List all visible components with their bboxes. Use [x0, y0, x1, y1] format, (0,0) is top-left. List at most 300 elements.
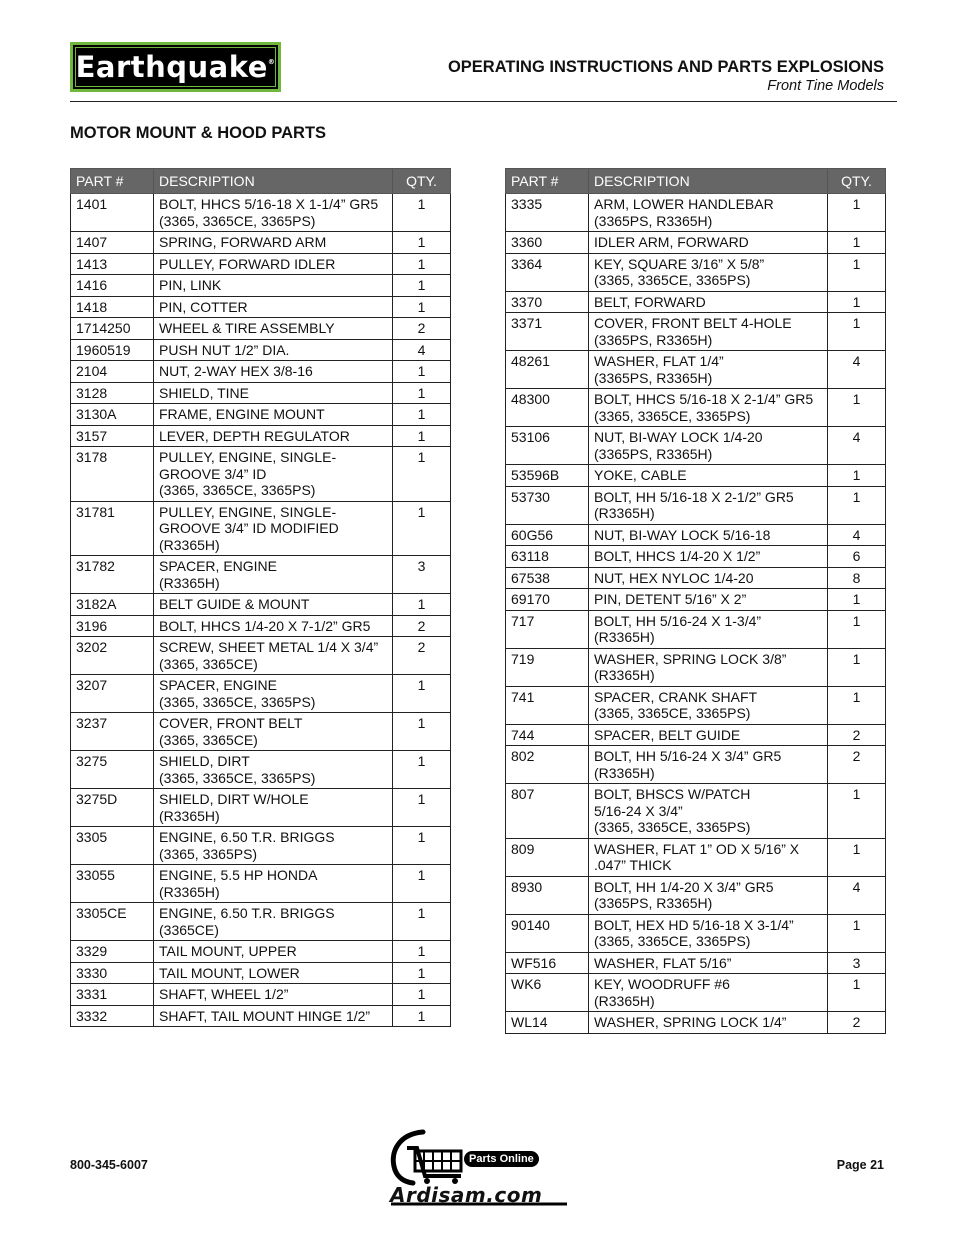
- description-line: WHEEL & TIRE ASSEMBLY: [159, 320, 335, 336]
- table-row: [71, 318, 451, 340]
- description-line: (3365PS, R3365H): [594, 445, 713, 462]
- description-line: TAIL MOUNT, LOWER: [159, 964, 300, 981]
- table-row: [506, 465, 886, 487]
- parts-online-badge: Parts Online: [464, 1151, 539, 1167]
- table-row: [506, 974, 886, 1012]
- part-number: 53730: [506, 486, 589, 524]
- description-line: COVER, FRONT BELT: [159, 715, 303, 731]
- table-row: [71, 637, 451, 675]
- table-row: [71, 1005, 451, 1027]
- part-qty: 1: [393, 232, 451, 254]
- part-number: 3196: [71, 615, 154, 637]
- part-qty: 3: [828, 952, 886, 974]
- part-description: [589, 567, 828, 589]
- description-line: BELT GUIDE & MOUNT: [159, 596, 310, 612]
- part-description: [589, 914, 828, 952]
- table-row: [71, 253, 451, 275]
- table-row: [71, 675, 451, 713]
- part-qty: 6: [828, 546, 886, 568]
- part-qty: 1: [828, 291, 886, 313]
- part-qty: 1: [393, 253, 451, 275]
- part-description: [589, 524, 828, 546]
- part-qty: 1: [393, 903, 451, 941]
- table-row: [71, 404, 451, 426]
- part-number: 67538: [506, 567, 589, 589]
- part-qty: 4: [828, 351, 886, 389]
- part-description: [589, 194, 828, 232]
- description-line: YOKE, CABLE: [594, 467, 687, 483]
- description-line: WASHER, FLAT 5/16”: [594, 954, 732, 971]
- part-number: 53106: [506, 427, 589, 465]
- part-number: 3305: [71, 827, 154, 865]
- description-line: (3365, 3365CE, 3365PS): [159, 482, 316, 498]
- part-description: [154, 447, 393, 502]
- part-qty: 2: [393, 318, 451, 340]
- description-line: SPACER, ENGINE: [159, 558, 277, 574]
- part-qty: 1: [393, 501, 451, 556]
- table-row: [506, 427, 886, 465]
- part-description: [589, 610, 828, 648]
- part-number: 3364: [506, 253, 589, 291]
- part-number: 3182A: [71, 594, 154, 616]
- table-row: [71, 382, 451, 404]
- table-row: [506, 784, 886, 839]
- description-line: SHIELD, TINE: [159, 384, 249, 401]
- description-line: NUT, BI-WAY LOCK 1/4-20: [594, 429, 763, 445]
- description-line: (R3365H): [594, 667, 655, 683]
- table-row: [506, 914, 886, 952]
- part-description: [154, 425, 393, 447]
- part-number: 1413: [71, 253, 154, 275]
- part-number: 48300: [506, 389, 589, 427]
- part-qty: 2: [828, 724, 886, 746]
- part-qty: 1: [393, 865, 451, 903]
- description-line: ENGINE, 6.50 T.R. BRIGGS: [159, 829, 335, 845]
- description-line: SPRING, FORWARD ARM: [159, 234, 327, 250]
- part-number: 3329: [71, 941, 154, 963]
- table-row: [71, 941, 451, 963]
- col-header-qty: QTY.: [828, 169, 886, 194]
- description-line: NUT, BI-WAY LOCK 5/16-18: [594, 526, 771, 543]
- description-line: PULLEY, FORWARD IDLER: [159, 255, 336, 272]
- part-number: 3335: [506, 194, 589, 232]
- description-line: (3365, 3365CE, 3365PS): [594, 272, 751, 288]
- document-title: OPERATING INSTRUCTIONS AND PARTS EXPLOSIONS: [447, 58, 884, 76]
- part-number: 717: [506, 610, 589, 648]
- part-description: [589, 351, 828, 389]
- description-line: BOLT, HHCS 1/4-20 X 1/2”: [594, 548, 761, 564]
- description-line: BOLT, HH 5/16-24 X 1-3/4”: [594, 612, 762, 629]
- description-line: (3365, 3365CE, 3365PS): [159, 769, 316, 786]
- part-qty: 1: [828, 610, 886, 648]
- description-line: PIN, LINK: [159, 277, 222, 293]
- table-row: [506, 876, 886, 914]
- description-line: BOLT, HH 5/16-24 X 3/4” GR5: [594, 748, 782, 764]
- table-row: [71, 594, 451, 616]
- part-description: [154, 404, 393, 426]
- part-description: [154, 382, 393, 404]
- description-line: GROOVE 3/4” ID: [159, 465, 267, 482]
- part-description: [154, 232, 393, 254]
- part-qty: 1: [393, 941, 451, 963]
- table-row: [506, 546, 886, 568]
- part-number: 63118: [506, 546, 589, 568]
- table-row: [71, 232, 451, 254]
- table-row: [71, 275, 451, 297]
- description-line: KEY, SQUARE 3/16” X 5/8”: [594, 255, 765, 272]
- description-line: SHAFT, TAIL MOUNT HINGE 1/2”: [159, 1007, 371, 1024]
- part-number: WK6: [506, 974, 589, 1012]
- table-row: [71, 865, 451, 903]
- table-row: [506, 232, 886, 254]
- part-number: 3237: [71, 713, 154, 751]
- description-line: (3365, 3365CE, 3365PS): [594, 705, 751, 721]
- part-description: [589, 291, 828, 313]
- part-qty: 1: [828, 648, 886, 686]
- part-description: [589, 232, 828, 254]
- table-header-row: [506, 169, 886, 194]
- part-number: 1418: [71, 296, 154, 318]
- part-qty: 1: [393, 594, 451, 616]
- footer-phone: 800-345-6007: [70, 1158, 148, 1172]
- part-qty: 4: [828, 876, 886, 914]
- part-description: [589, 974, 828, 1012]
- part-description: [154, 296, 393, 318]
- description-line: (3365, 3365CE, 3365PS): [594, 407, 751, 424]
- description-line: SCREW, SHEET METAL 1/4 X 3/4”: [159, 639, 379, 655]
- part-number: 1416: [71, 275, 154, 297]
- part-number: 3370: [506, 291, 589, 313]
- col-header-description: DESCRIPTION: [154, 169, 393, 194]
- description-line: (R3365H): [594, 992, 655, 1009]
- part-description: [154, 903, 393, 941]
- part-description: [589, 724, 828, 746]
- part-description: [589, 784, 828, 839]
- part-qty: 1: [828, 194, 886, 232]
- table-row: [71, 296, 451, 318]
- part-qty: 1: [828, 253, 886, 291]
- table-row: [506, 524, 886, 546]
- part-number: 3330: [71, 962, 154, 984]
- description-line: (3365, 3365PS): [159, 845, 258, 862]
- description-line: LEVER, DEPTH REGULATOR: [159, 427, 350, 444]
- description-line: (3365PS, R3365H): [594, 369, 713, 386]
- table-row: [506, 351, 886, 389]
- part-qty: 1: [828, 589, 886, 611]
- table-row: [71, 713, 451, 751]
- description-line: SHIELD, DIRT W/HOLE: [159, 791, 309, 807]
- table-row: [506, 253, 886, 291]
- part-description: [589, 648, 828, 686]
- part-number: 3371: [506, 313, 589, 351]
- description-line: GROOVE 3/4” ID MODIFIED: [159, 520, 339, 536]
- part-description: [154, 594, 393, 616]
- part-description: [154, 751, 393, 789]
- part-description: [154, 962, 393, 984]
- description-line: (3365, 3365CE, 3365PS): [159, 212, 316, 229]
- part-description: [589, 427, 828, 465]
- part-qty: 1: [393, 382, 451, 404]
- description-line: 5/16-24 X 3/4”: [594, 802, 683, 819]
- table-row: [506, 952, 886, 974]
- description-line: WASHER, SPRING LOCK 1/4”: [594, 1014, 787, 1030]
- part-number: 1714250: [71, 318, 154, 340]
- part-number: 48261: [506, 351, 589, 389]
- part-qty: 3: [393, 556, 451, 594]
- description-line: (3365PS, R3365H): [594, 895, 713, 911]
- part-description: [154, 253, 393, 275]
- table-row: [506, 724, 886, 746]
- part-description: [154, 361, 393, 383]
- table-row: [506, 486, 886, 524]
- description-line: SPACER, ENGINE: [159, 677, 277, 693]
- part-description: [154, 675, 393, 713]
- part-number: 8930: [506, 876, 589, 914]
- part-qty: 4: [828, 524, 886, 546]
- description-line: FRAME, ENGINE MOUNT: [159, 406, 325, 422]
- part-description: [154, 275, 393, 297]
- table-row: [71, 556, 451, 594]
- part-number: 719: [506, 648, 589, 686]
- part-number: 1960519: [71, 339, 154, 361]
- part-description: [589, 389, 828, 427]
- col-header-qty: QTY.: [393, 169, 451, 194]
- part-qty: 1: [828, 465, 886, 487]
- part-number: WF516: [506, 952, 589, 974]
- part-number: 1401: [71, 194, 154, 232]
- description-line: ENGINE, 6.50 T.R. BRIGGS: [159, 905, 335, 921]
- description-line: (3365PS, R3365H): [594, 212, 713, 229]
- part-qty: 2: [828, 746, 886, 784]
- part-qty: 1: [393, 827, 451, 865]
- part-qty: 1: [828, 232, 886, 254]
- description-line: (3365, 3365CE, 3365PS): [594, 819, 751, 835]
- part-number: 31782: [71, 556, 154, 594]
- part-number: 3207: [71, 675, 154, 713]
- part-qty: 1: [393, 751, 451, 789]
- description-line: (3365PS, R3365H): [594, 331, 713, 348]
- description-line: KEY, WOODRUFF #6: [594, 976, 730, 992]
- col-header-part: PART #: [71, 169, 154, 194]
- part-description: [154, 615, 393, 637]
- parts-table-left: [70, 168, 451, 1027]
- part-description: [589, 746, 828, 784]
- description-line: NUT, HEX NYLOC 1/4-20: [594, 569, 754, 586]
- table-row: [506, 686, 886, 724]
- part-qty: 1: [828, 974, 886, 1012]
- description-line: (3365, 3365CE, 3365PS): [159, 693, 316, 710]
- description-line: SPACER, CRANK SHAFT: [594, 688, 758, 705]
- description-line: BOLT, HHCS 5/16-18 X 2-1/4” GR5: [594, 391, 814, 407]
- description-line: SHAFT, WHEEL 1/2”: [159, 986, 289, 1002]
- part-qty: 1: [393, 962, 451, 984]
- part-description: [589, 952, 828, 974]
- part-description: [154, 556, 393, 594]
- description-line: BOLT, HH 5/16-18 X 2-1/2” GR5: [594, 488, 794, 505]
- description-line: TAIL MOUNT, UPPER: [159, 943, 297, 959]
- part-number: 3275D: [71, 789, 154, 827]
- col-header-part: PART #: [506, 169, 589, 194]
- table-row: [71, 903, 451, 941]
- description-line: PIN, COTTER: [159, 298, 248, 315]
- table-row: [71, 751, 451, 789]
- table-row: [71, 615, 451, 637]
- part-description: [154, 789, 393, 827]
- description-line: BOLT, HHCS 5/16-18 X 1-1/4” GR5: [159, 196, 379, 212]
- part-qty: 1: [393, 713, 451, 751]
- part-number: 809: [506, 838, 589, 876]
- part-qty: 1: [393, 404, 451, 426]
- part-number: 2104: [71, 361, 154, 383]
- parts-table-right: [505, 168, 886, 1034]
- part-description: [154, 339, 393, 361]
- col-header-description: DESCRIPTION: [589, 169, 828, 194]
- part-description: [154, 194, 393, 232]
- header-divider: [70, 101, 897, 102]
- part-number: 3331: [71, 984, 154, 1006]
- description-line: WASHER, SPRING LOCK 3/8”: [594, 650, 787, 667]
- part-number: 3128: [71, 382, 154, 404]
- part-qty: 4: [828, 427, 886, 465]
- part-qty: 1: [393, 425, 451, 447]
- part-qty: 1: [393, 275, 451, 297]
- part-qty: 1: [828, 389, 886, 427]
- part-number: 807: [506, 784, 589, 839]
- part-qty: 2: [393, 615, 451, 637]
- description-line: (3365, 3365CE): [159, 731, 258, 748]
- part-description: [589, 876, 828, 914]
- part-number: 1407: [71, 232, 154, 254]
- part-description: [589, 313, 828, 351]
- description-line: (3365CE): [159, 921, 219, 938]
- part-number: 69170: [506, 589, 589, 611]
- description-line: (3365, 3365CE): [159, 655, 258, 672]
- description-line: BOLT, HHCS 1/4-20 X 7-1/2” GR5: [159, 617, 371, 634]
- part-number: 90140: [506, 914, 589, 952]
- part-description: [154, 941, 393, 963]
- document-subtitle: Front Tine Models: [767, 78, 884, 94]
- table-row: [506, 648, 886, 686]
- part-description: [154, 1005, 393, 1027]
- part-description: [589, 1012, 828, 1034]
- table-row: [71, 361, 451, 383]
- part-number: 3275: [71, 751, 154, 789]
- table-row: [506, 1012, 886, 1034]
- part-qty: 8: [828, 567, 886, 589]
- description-line: ARM, LOWER HANDLEBAR: [594, 196, 774, 212]
- part-description: [154, 501, 393, 556]
- part-qty: 1: [828, 486, 886, 524]
- table-row: [506, 610, 886, 648]
- part-qty: 1: [393, 194, 451, 232]
- part-qty: 1: [393, 296, 451, 318]
- table-row: [71, 984, 451, 1006]
- description-line: WASHER, FLAT 1/4”: [594, 353, 724, 369]
- part-description: [589, 686, 828, 724]
- part-qty: 1: [393, 1005, 451, 1027]
- part-qty: 1: [393, 984, 451, 1006]
- part-number: 60G56: [506, 524, 589, 546]
- part-number: 3202: [71, 637, 154, 675]
- table-header-row: [71, 169, 451, 194]
- description-line: SPACER, BELT GUIDE: [594, 726, 741, 743]
- description-line: PULLEY, ENGINE, SINGLE-: [159, 449, 337, 465]
- part-description: [154, 637, 393, 675]
- description-line: (R3365H): [159, 574, 220, 591]
- table-row: [71, 501, 451, 556]
- page-number: Page 21: [836, 1158, 884, 1172]
- part-number: 31781: [71, 501, 154, 556]
- part-number: 744: [506, 724, 589, 746]
- description-line: IDLER ARM, FORWARD: [594, 234, 749, 250]
- part-qty: 1: [828, 914, 886, 952]
- description-line: (R3365H): [594, 629, 655, 645]
- part-description: [589, 465, 828, 487]
- description-line: PULLEY, ENGINE, SINGLE-: [159, 503, 337, 520]
- description-line: PIN, DETENT 5/16” X 2”: [594, 591, 747, 607]
- part-number: 3305CE: [71, 903, 154, 941]
- part-description: [589, 253, 828, 291]
- part-qty: 1: [828, 838, 886, 876]
- part-description: [154, 318, 393, 340]
- section-title: MOTOR MOUNT & HOOD PARTS: [70, 124, 327, 142]
- part-number: 3157: [71, 425, 154, 447]
- part-description: [589, 838, 828, 876]
- part-number: 3130A: [71, 404, 154, 426]
- table-row: [506, 389, 886, 427]
- part-qty: 2: [828, 1012, 886, 1034]
- table-row: [71, 827, 451, 865]
- part-number: 53596B: [506, 465, 589, 487]
- table-row: [71, 194, 451, 232]
- part-description: [154, 713, 393, 751]
- table-row: [506, 194, 886, 232]
- part-number: 33055: [71, 865, 154, 903]
- description-line: (R3365H): [594, 505, 655, 521]
- part-qty: 1: [828, 313, 886, 351]
- table-row: [71, 339, 451, 361]
- table-row: [506, 589, 886, 611]
- description-line: SHIELD, DIRT: [159, 753, 250, 769]
- part-description: [154, 827, 393, 865]
- table-row: [71, 962, 451, 984]
- description-line: BOLT, HH 1/4-20 X 3/4” GR5: [594, 878, 774, 895]
- part-description: [154, 865, 393, 903]
- table-row: [506, 567, 886, 589]
- part-qty: 4: [393, 339, 451, 361]
- table-row: [71, 425, 451, 447]
- description-line: (R3365H): [159, 536, 220, 553]
- part-description: [589, 546, 828, 568]
- part-description: [154, 984, 393, 1006]
- description-line: BELT, FORWARD: [594, 293, 706, 310]
- part-number: 3178: [71, 447, 154, 502]
- part-qty: 1: [828, 686, 886, 724]
- description-line: (3365, 3365CE, 3365PS): [594, 933, 751, 949]
- part-qty: 1: [393, 361, 451, 383]
- part-qty: 1: [393, 675, 451, 713]
- part-number: 3332: [71, 1005, 154, 1027]
- part-description: [589, 486, 828, 524]
- part-qty: 1: [828, 784, 886, 839]
- logo-text: Earthquake®: [75, 50, 276, 84]
- description-line: BOLT, HEX HD 5/16-18 X 3-1/4”: [594, 916, 794, 933]
- description-line: BOLT, BHSCS W/PATCH: [594, 786, 751, 802]
- description-line: (R3365H): [159, 807, 220, 824]
- part-qty: 1: [393, 447, 451, 502]
- earthquake-logo: [70, 42, 281, 92]
- description-line: PUSH NUT 1/2” DIA.: [159, 341, 290, 358]
